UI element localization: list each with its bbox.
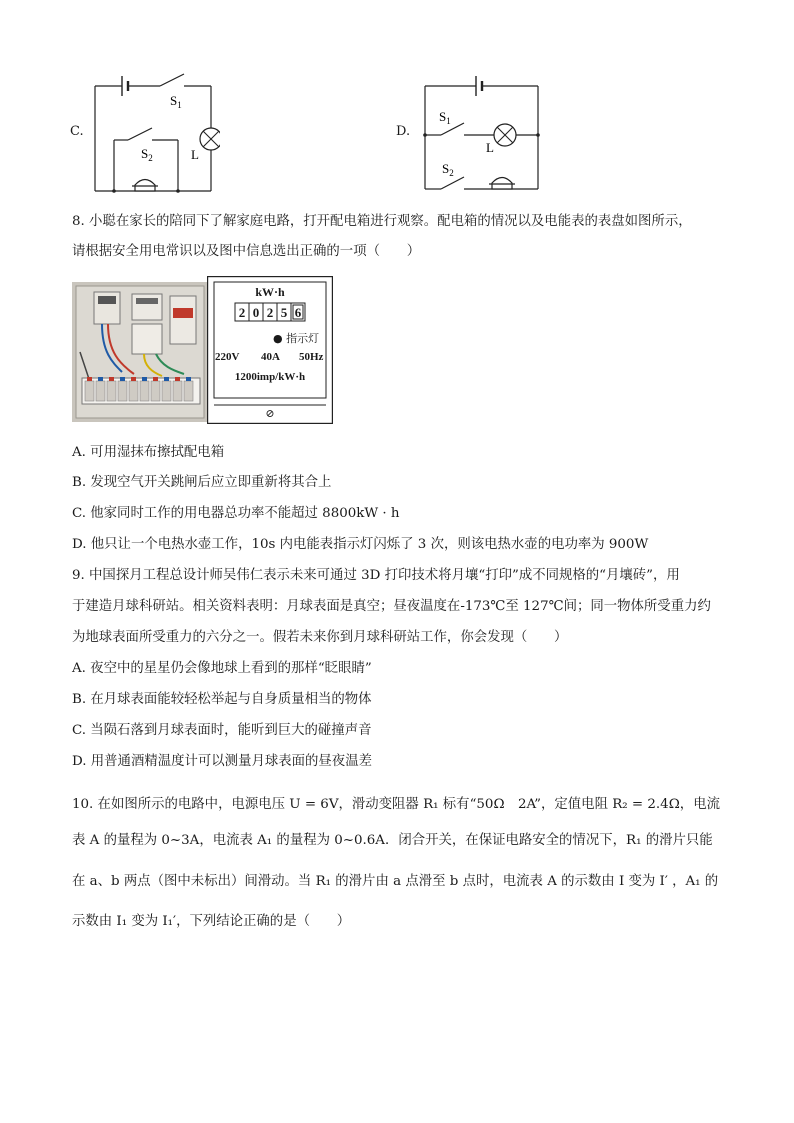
q9-stem-line2: 于建造月球科研站。相关资料表明：月球表面是真空；昼夜温度在-173℃至 127℃间；同一物体所受重力约 bbox=[72, 599, 711, 614]
distribution-box-photo bbox=[72, 282, 208, 422]
q10-stem-line1: 10. 在如图所示的电路中，电源电压 U = 6V，滑动变阻器 R₁ 标有“50Ω 2A”，定值电阻 R₂ = 2.4Ω，电流 bbox=[72, 797, 720, 812]
option-d-figure bbox=[396, 68, 546, 198]
q8-option-c: C. 他家同时工作的用电器总功率不能超过 8800kW · h bbox=[72, 506, 400, 521]
q8-stem-line1: 8. 小聪在家长的陪同下了解家庭电路，打开配电箱进行观察。配电箱的情况以及电能表的表盘如图所示， bbox=[72, 214, 692, 229]
q10-stem-line3: 在 a、b 两点（图中未标出）间滑动。当 R₁ 的滑片由 a 点滑至 b 点时，电流表 A 的示数由 I 变为 I′ ，A₁ 的 bbox=[72, 874, 719, 889]
d-s1-label: $S_1$ bbox=[439, 109, 451, 126]
q9-option-d: D. 用普通酒精温度计可以测量月球表面的昼夜温差 bbox=[72, 754, 372, 769]
lamp-c-icon bbox=[200, 128, 220, 150]
d-s2-label: $S_2$ bbox=[442, 161, 454, 178]
meter-voltage: 220V bbox=[215, 351, 240, 363]
q10-stem-line4: 示数由 I₁ 变为 I₁′，下列结论正确的是（ ） bbox=[72, 914, 351, 929]
meter-frequency: 50Hz bbox=[299, 351, 324, 363]
bell-c-icon bbox=[132, 180, 158, 192]
d-lamp-label: L bbox=[486, 140, 494, 155]
q10-stem-line2: 表 A 的量程为 0~3A，电流表 A₁ 的量程为 0~0.6A．闭合开关，在保证电路安全的情况下，R₁ 的滑片只能 bbox=[72, 833, 713, 848]
meter-indicator-light: ● 指示灯 bbox=[273, 332, 320, 345]
q8-option-d: D. 他只让一个电热水壶工作，10s 内电能表指示灯闪烁了 3 次，则该电热水壶的电功率为 900W bbox=[72, 537, 649, 552]
meter-digit-1: 2 bbox=[238, 305, 246, 320]
option-c-figure bbox=[70, 68, 220, 198]
meter-digit-2: 0 bbox=[252, 305, 260, 320]
meter-digit-4: 5 bbox=[280, 305, 288, 320]
meter-constant: 1200imp/kW·h bbox=[234, 371, 306, 383]
q8-option-b: B. 发现空气开关跳闸后应立即重新将其合上 bbox=[72, 475, 332, 490]
c-lamp-label: L bbox=[191, 147, 199, 162]
option-c-label: C. bbox=[70, 124, 84, 139]
q8-option-a: A. 可用湿抹布擦拭配电箱 bbox=[72, 445, 225, 460]
lamp-d-icon bbox=[494, 124, 516, 146]
meter-screw-icon: ⊘ bbox=[265, 407, 275, 420]
circuit-c-diagram bbox=[70, 68, 220, 198]
meter-digit-5: 6 bbox=[294, 305, 302, 320]
c-s2-label: $S_2$ bbox=[141, 146, 153, 163]
meter-unit: kW·h bbox=[255, 285, 285, 299]
electric-meter bbox=[207, 276, 333, 424]
circuit-d-diagram bbox=[396, 68, 546, 198]
q9-stem-line1: 9. 中国探月工程总设计师吴伟仁表示未来可通过 3D 打印技术将月壤“打印”成不同规格的“月壤砖”，用 bbox=[72, 568, 680, 583]
c-s1-label: $S_1$ bbox=[170, 93, 182, 110]
bell-d-icon bbox=[489, 178, 515, 190]
option-d-label: D. bbox=[396, 124, 411, 139]
meter-digit-3: 2 bbox=[266, 305, 274, 320]
meter-current: 40A bbox=[261, 351, 280, 363]
q9-stem-line3: 为地球表面所受重力的六分之一。假若未来你到月球科研站工作，你会发现（ ） bbox=[72, 630, 568, 645]
q8-stem-line2: 请根据安全用电常识以及图中信息选出正确的一项（ ） bbox=[72, 244, 421, 259]
q9-option-a: A. 夜空中的星星仍会像地球上看到的那样“眨眼睛” bbox=[72, 661, 372, 676]
q9-option-b: B. 在月球表面能较轻松举起与自身质量相当的物体 bbox=[72, 692, 372, 707]
q9-option-c: C. 当陨石落到月球表面时，能听到巨大的碰撞声音 bbox=[72, 723, 372, 738]
